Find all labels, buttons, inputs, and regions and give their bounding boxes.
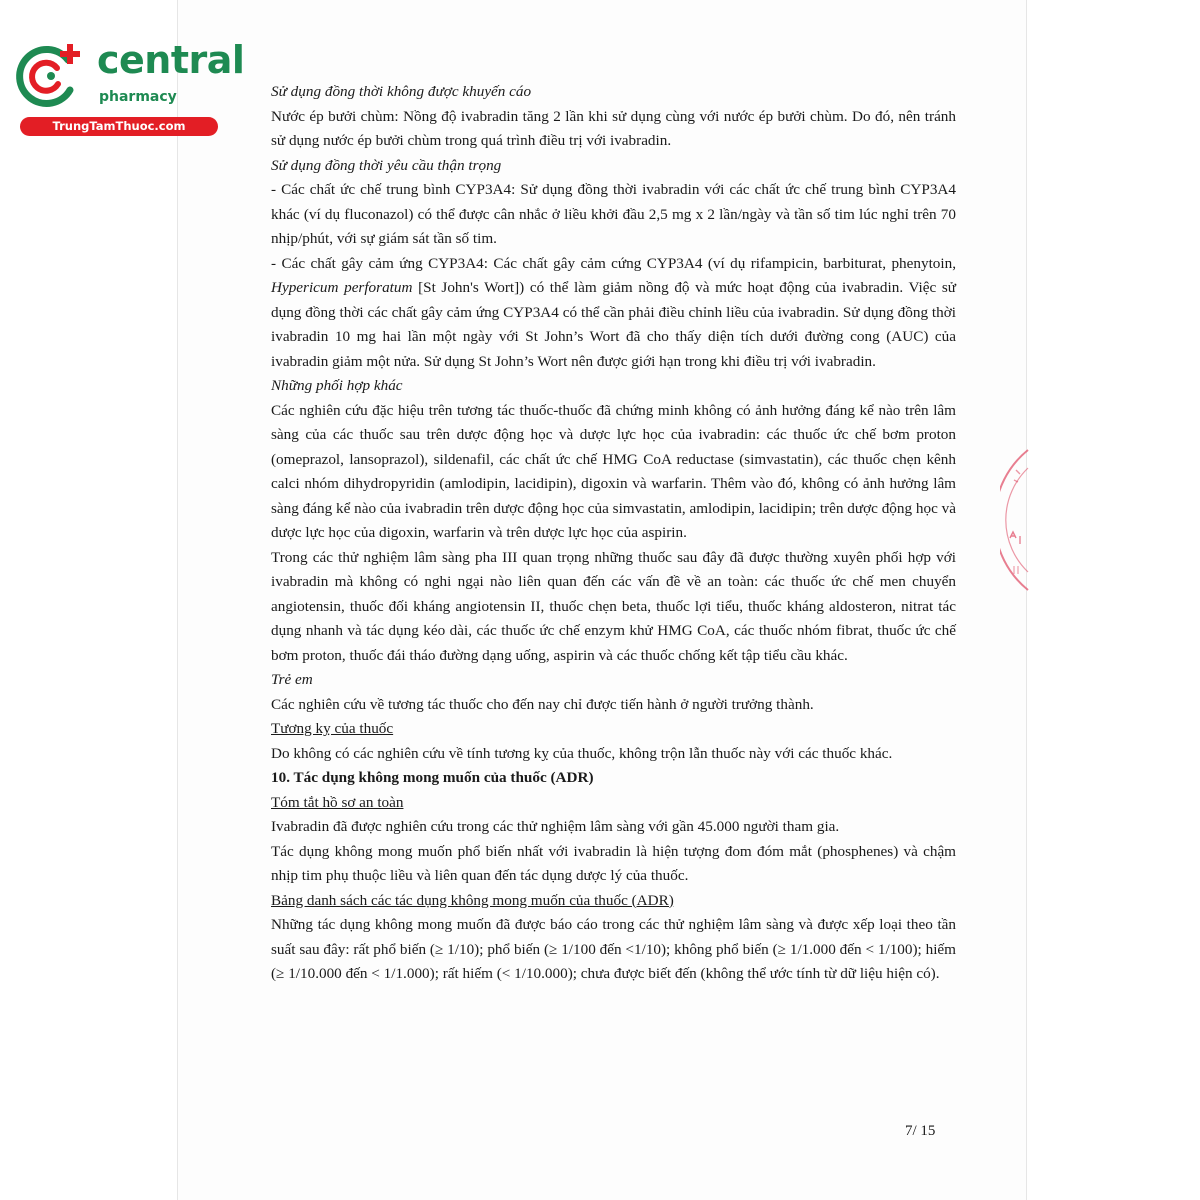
paragraph-frequency-classes: Những tác dụng không mong muốn đã được báo cáo trong các thử nghiệm lâm sàng và được xếp loại theo tần suất sau đây: rất phổ biến (≥ 1/10); phổ biến (≥ 1/100 đến <1/10); không phổ biến (≥ 1/1.000 đến < 1/100); hiếm (≥ 1/10.000 đến < 1/1.000); rất hiếm (< 1/10.000); chưa được biết đến (không thể ước tính từ dữ liệu hiện có). <box>271 916 956 982</box>
safety-summary-title: Tóm tắt hồ sơ an toàn <box>271 793 404 811</box>
paragraph-study-population: Ivabradin đã được nghiên cứu trong các thử nghiệm lâm sàng với gần 45.000 người tham gia. <box>271 818 840 835</box>
inducers-text-end: [St John's Wort]) có thể làm giảm nồng độ và mức hoạt động của ivabradin. Việc sử dụng đồng thời các chất gây cảm ứng CYP3A4 có thể cần phải điều chỉnh liều của ivabradin. Sử dụng đồng thời ivabradin 10 mg hai lần một ngày với St John’s Wort đã cho thấy diện tích dưới đường cong (AUC) của ivabradin giảm một nửa. Sử dụng St John’s Wort nên được giới hạn trong khi điều trị với ivabradin. <box>271 279 956 370</box>
page-number: 7/ 15 <box>905 1123 936 1139</box>
document-body <box>271 80 956 987</box>
subheading-adr-table <box>271 889 956 914</box>
brand-logo[interactable] <box>10 38 245 138</box>
inducers-latin-name: Hypericum perforatum <box>271 279 413 296</box>
incompatibility-title: Tương kỵ của thuốc <box>271 720 394 737</box>
paragraph-interaction-studies: Các nghiên cứu đặc hiệu trên tương tác thuốc-thuốc đã chứng minh không có ảnh hưởng đáng kể nào trên lâm sàng của các thuốc sau trên dược động học và dược lực học của ivabradin: các thuốc ức chế bơm proton (omeprazol, lansoprazol), sildenafil, các chất ức chế HMG CoA reductase (simvastatin), các thuốc chẹn kênh calci nhóm dihydropyridin (amlodipin, lacidipin), digoxin và warfarin. Thêm vào đó, không có ảnh hưởng lâm sàng đáng kể nào của ivabradin trên dược động học của simvastatin, amlodipin, lacidipin; trên dược động học và dược lực học của digoxin, warfarin và trên dược lực học của aspirin. <box>271 401 956 541</box>
brand-url-badge[interactable]: TrungTamThuoc.com <box>20 117 218 136</box>
brand-subtitle: pharmacy <box>99 89 177 105</box>
subheading-caution: Sử dụng đồng thời yêu cầu thận trọng <box>271 156 502 174</box>
subheading-other-combinations: Những phối hợp khác <box>271 377 403 394</box>
paragraph-common-effects: Tác dụng không mong muốn phổ biến nhất với ivabradin là hiện tượng đom đóm mắt (phosphenes) và chậm nhịp tim phụ thuộc liều và liên quan đến tác dụng dược lý của thuốc. <box>271 842 956 884</box>
red-seal-stamp-fragment <box>1000 440 1030 600</box>
subheading-not-recommended: Sử dụng đồng thời không được khuyến cáo <box>271 83 532 100</box>
subheading-children: Trẻ em <box>271 671 313 688</box>
paragraph-phase3-trials: Trong các thử nghiệm lâm sàng pha III quan trọng những thuốc sau đây đã được thường xuyên phối hợp với ivabradin mà không có nghi ngại nào liên quan đến các vấn đề về an toàn: các thuốc ức chế men chuyển angiotensin, thuốc đối kháng angiotensin II, thuốc chẹn beta, thuốc lợi tiểu, thuốc kháng aldosteron, nitrat tác dụng nhanh và tác dụng kéo dài, các thuốc ức chế enzym khử HMG CoA, các thuốc nhóm fibrat, thuốc ức chế bơm proton, thuốc đái tháo đường dạng uống, aspirin và các thuốc chống kết tập tiểu cầu khác. <box>271 548 956 664</box>
paragraph-cyp3a4-inhibitors: - Các chất ức chế trung bình CYP3A4: Sử dụng đồng thời ivabradin với các chất ức chế trung bình CYP3A4 khác (ví dụ fluconazol) có thể được cân nhắc ở liều khởi đầu 2,5 mg x 2 lần/ngày và tần số tim lúc nghỉ trên 70 nhịp/phút, với sự giám sát tần số tim. <box>271 181 956 247</box>
subheading-safety-summary <box>271 791 956 816</box>
paragraph-grapefruit: Nước ép bưởi chùm: Nồng độ ivabradin tăng 2 lần khi sử dụng cùng với nước ép bưởi chùm. Do đó, nên tránh sử dụng nước ép bưởi chùm trong quá trình điều trị với ivabradin. <box>271 107 956 149</box>
adr-table-title: Bảng danh sách các tác dụng không mong muốn của thuốc (ADR) <box>271 891 674 909</box>
paragraph-incompatibility: Do không có các nghiên cứu về tính tương kỵ của thuốc, không trộn lẫn thuốc này với các thuốc khác. <box>271 744 893 762</box>
subheading-incompatibility <box>271 717 956 742</box>
brand-name: central <box>97 38 245 82</box>
section-heading-adr: 10. Tác dụng không mong muốn của thuốc (ADR) <box>271 769 594 786</box>
paragraph-cyp3a4-inducers <box>271 252 956 375</box>
central-pharmacy-logo-icon <box>10 38 92 114</box>
inducers-text-start: - Các chất gây cảm ứng CYP3A4: Các chất gây cảm cứng CYP3A4 (ví dụ rifampicin, barbiturat, phenytoin, <box>271 254 956 272</box>
paragraph-children: Các nghiên cứu về tương tác thuốc cho đến nay chỉ được tiến hành ở người trưởng thành. <box>271 695 814 713</box>
